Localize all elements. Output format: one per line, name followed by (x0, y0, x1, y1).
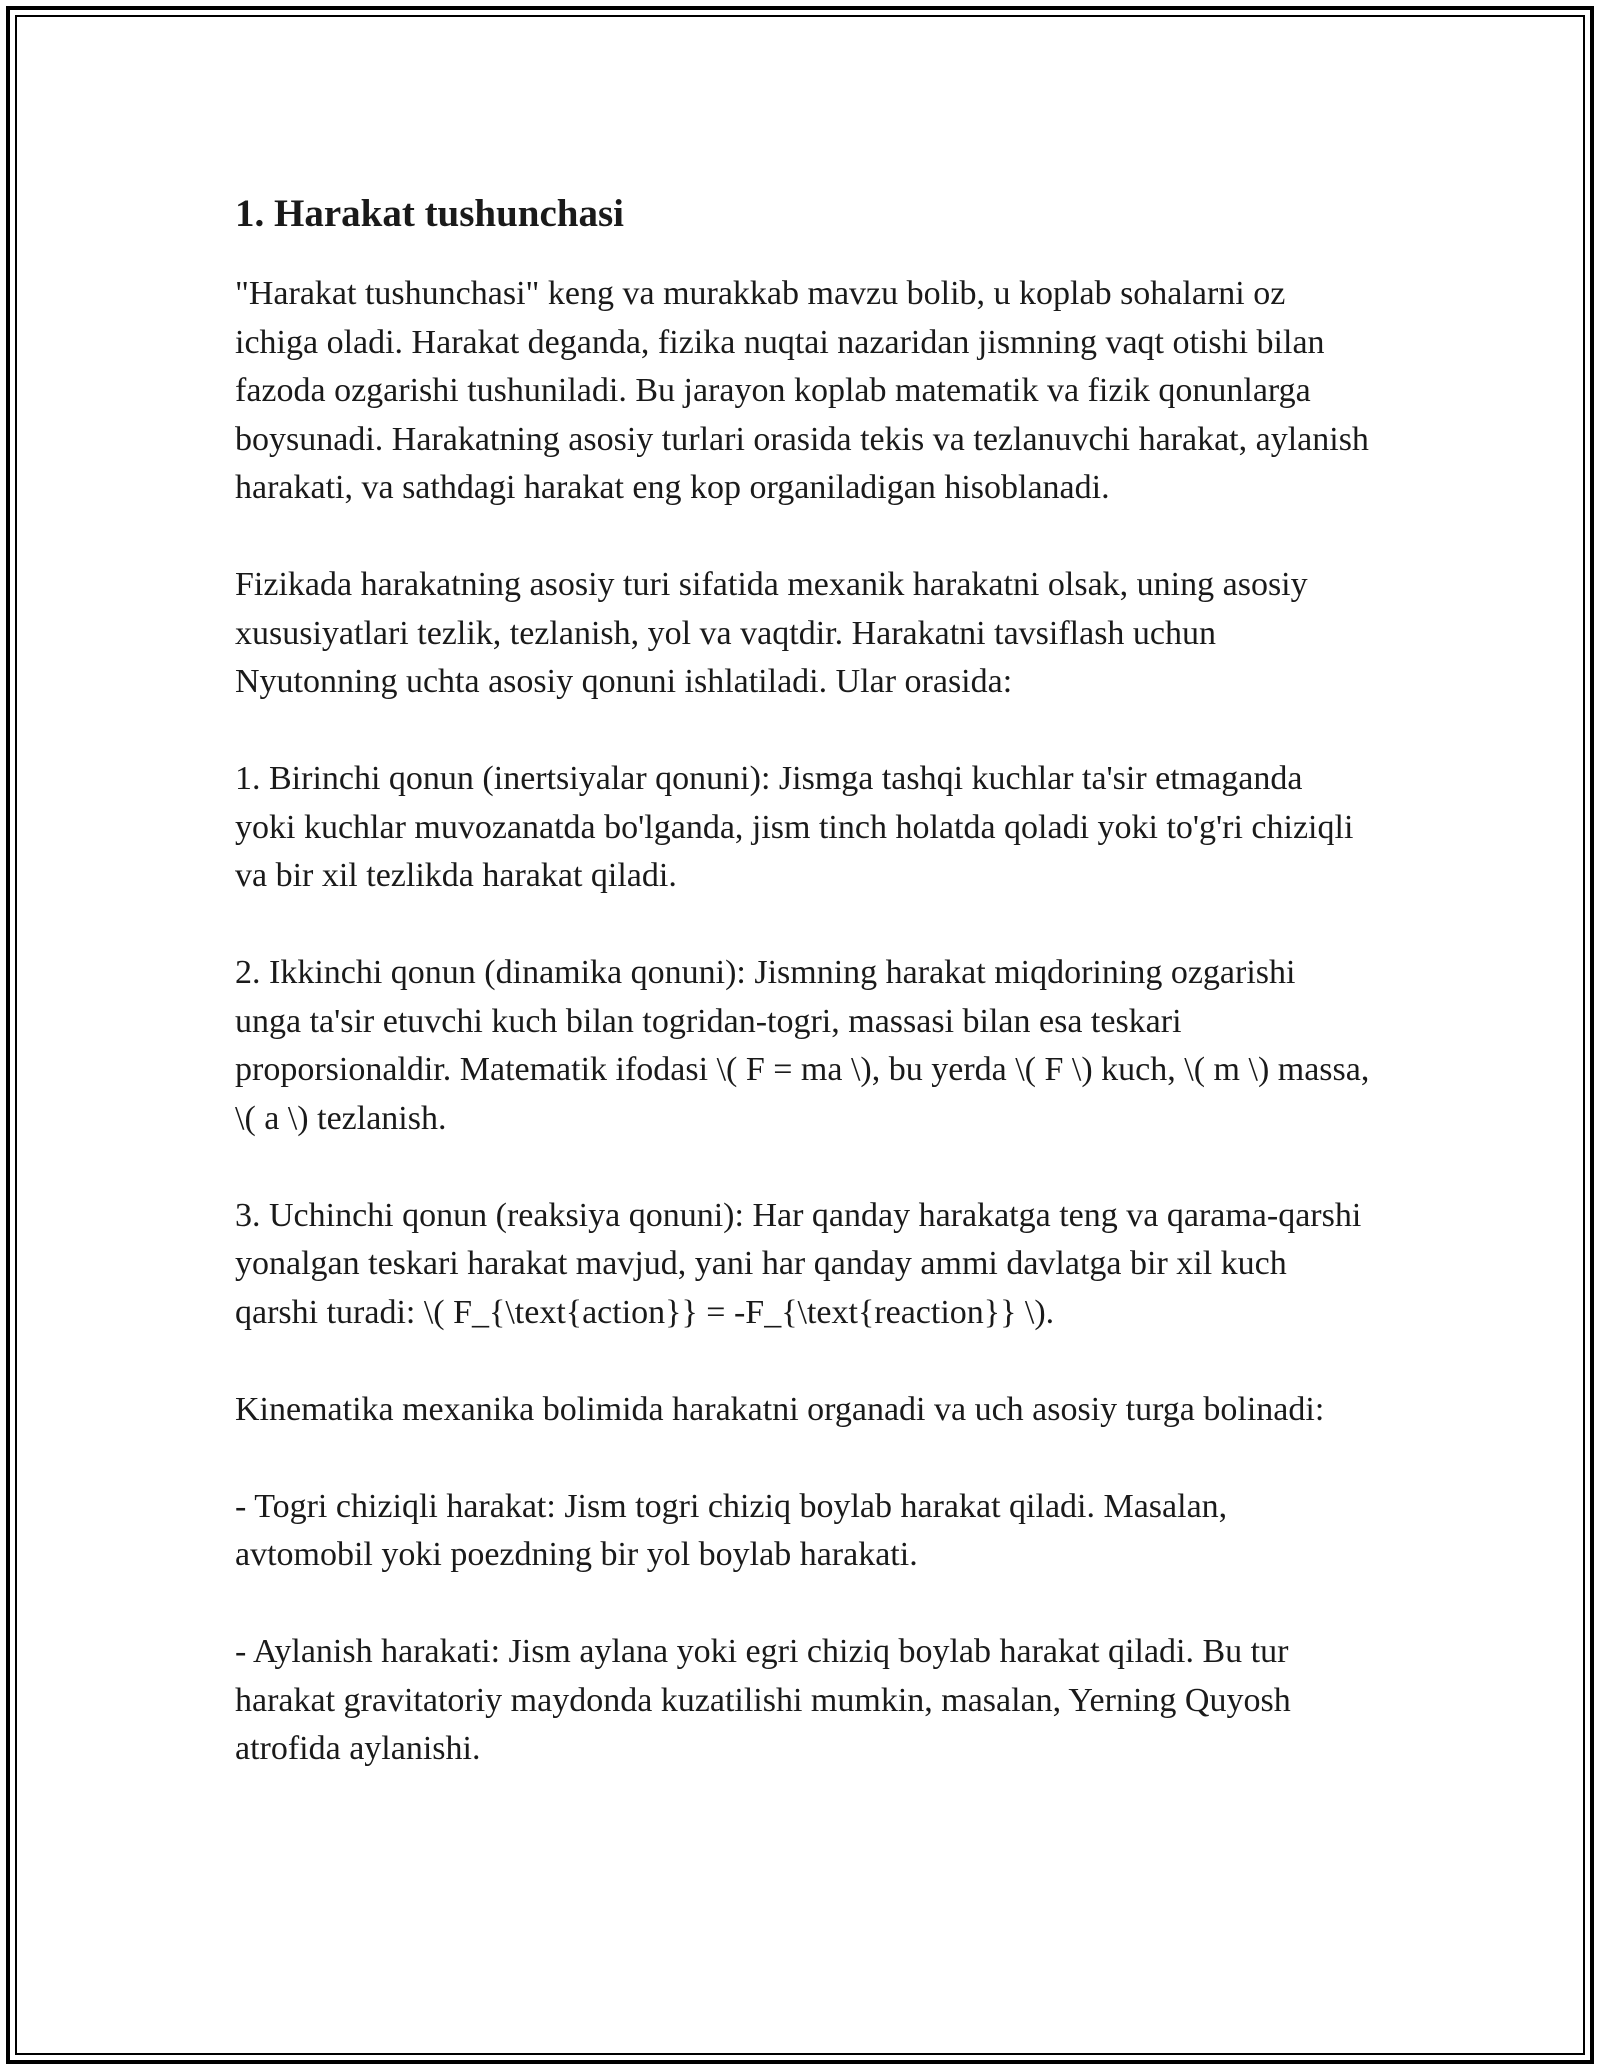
paragraph-kinematics: Kinematika mexanika bolimida harakatni organadi va uch asosiy turga bolinadi: (235, 1390, 1325, 1428)
paragraph-intro: "Harakat tushunchasi" keng va murakkab mavzu bolib, u koplab sohalarni oz ichiga oladi. Harakat deganda, fizika nuqtai nazaridan jismning vaqt otishi bilan fazoda ozgarishi tushuniladi. Bu jarayon koplab matematik va fizik qonunlarga boysunadi. Harakatning asosiy turlari orasida tekis va tezlanuvchi harakat, aylanish harakati, va sathdagi harakat eng kop organiladigan hisoblanadi. (235, 275, 1369, 506)
document-body (235, 184, 1370, 1822)
section-heading: 1. Harakat tushunchasi (235, 192, 625, 235)
paragraph-first-law: 1. Birinchi qonun (inertsiyalar qonuni): Jismga tashqi kuchlar ta'sir etmaganda yoki kuchlar muvozanatda bo'lganda, jism tinch holatda qoladi yoki to'g'ri chiziqli va bir xil tezlikda harakat qiladi. (235, 760, 1354, 894)
paragraph-mechanics: Fizikada harakatning asosiy turi sifatida mexanik harakatni olsak, uning asosiy xususiyatlari tezlik, tezlanish, yol va vaqtdir. Harakatni tavsiflash uchun Nyutonning uchta asosiy qonuni ishlatiladi. Ular orasida: (235, 566, 1308, 700)
list-item-linear-motion: - Togri chiziqli harakat: Jism togri chiziq boylab harakat qiladi. Masalan, avtomobil yoki poezdning bir yol boylab harakati. (235, 1487, 1228, 1573)
list-item-rotational-motion: - Aylanish harakati: Jism aylana yoki egri chiziq boylab harakat qiladi. Bu tur harakat gravitatoriy maydonda kuzatilishi mumkin, masalan, Yerning Quyosh atrofida aylanishi. (235, 1633, 1291, 1767)
paragraph-third-law: 3. Uchinchi qonun (reaksiya qonuni): Har qanday harakatga teng va qarama-qarshi yonalgan teskari harakat mavjud, yani har qanday ammi davlatga bir xil kuch qarshi turadi: \( F_{\text{action}} = -F_{\text{reaction}} \). (235, 1196, 1362, 1331)
paragraph-second-law: 2. Ikkinchi qonun (dinamika qonuni): Jismning harakat miqdorining ozgarishi unga ta'sir etuvchi kuch bilan togridan-togri, massasi bilan esa teskari proporsionaldir. Matematik ifodasi \( F = ma \), bu yerda \( F \) kuch, \( m \) massa, \( a \) tezlanish. (235, 954, 1370, 1137)
